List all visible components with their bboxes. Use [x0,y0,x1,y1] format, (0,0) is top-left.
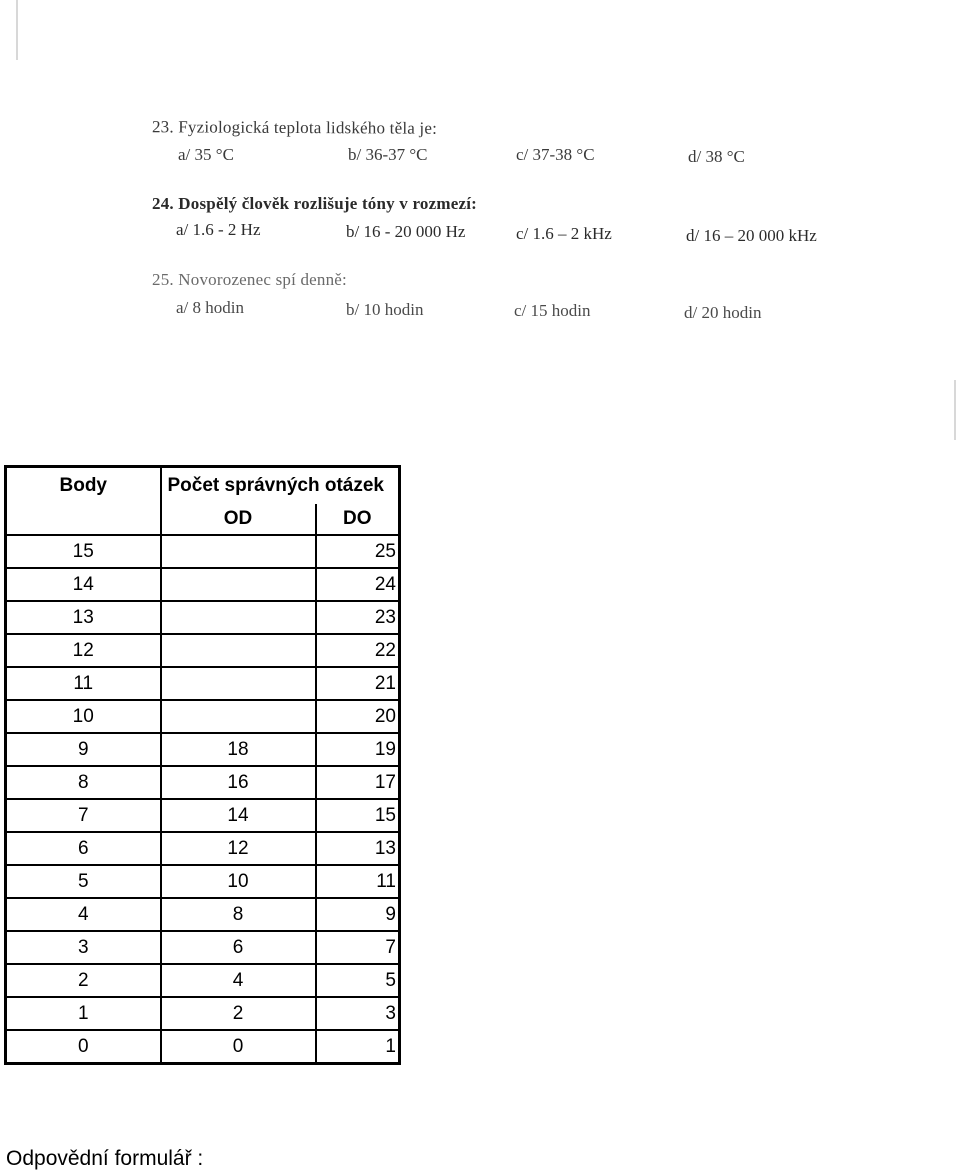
cell-points: 0 [6,1030,161,1064]
cell-to: 3 [316,997,400,1030]
option-d: d/ 16 – 20 000 kHz [686,226,817,245]
question-title: 25. Novorozenec spí denně: [152,270,347,289]
option-d: d/ 20 hodin [684,303,762,322]
cell-to: 11 [316,865,400,898]
header-from: OD [161,504,316,535]
cell-points: 1 [6,997,161,1030]
cell-from [161,568,316,601]
cell-from [161,700,316,733]
cell-from [161,667,316,700]
cell-points: 5 [6,865,161,898]
table-row [6,964,400,997]
table-row [6,931,400,964]
cell-to: 22 [316,634,400,667]
cell-points: 2 [6,964,161,997]
cell-from: 6 [161,931,316,964]
cell-from: 18 [161,733,316,766]
header-body: Body [6,467,161,505]
cell-to: 13 [316,832,400,865]
table-row [6,634,400,667]
answer-form-caption: Odpovědní formulář : [6,1147,204,1170]
option-c: c/ 1.6 – 2 kHz [516,224,612,243]
cell-from [161,634,316,667]
cell-points: 15 [6,535,161,568]
cell-from: 10 [161,865,316,898]
cell-points: 7 [6,799,161,832]
table-row [6,700,400,733]
table-row [6,865,400,898]
table-row [6,601,400,634]
cell-points: 6 [6,832,161,865]
table-row [6,997,400,1030]
cell-to: 19 [316,733,400,766]
scan-edge-left [16,0,18,60]
option-a: a/ 8 hodin [176,298,244,317]
table-header-row [6,467,400,505]
table-row [6,535,400,568]
scan-edge-right [954,380,956,440]
table-row [6,733,400,766]
table-row [6,766,400,799]
cell-to: 17 [316,766,400,799]
cell-from: 14 [161,799,316,832]
cell-to: 9 [316,898,400,931]
question-title: 24. Dospělý člověk rozlišuje tóny v rozmezí: [152,194,477,213]
header-to: DO [316,504,400,535]
option-d: d/ 38 °C [688,147,745,166]
cell-to: 20 [316,700,400,733]
cell-to: 24 [316,568,400,601]
option-c: c/ 37-38 °C [516,145,595,164]
question-title: 23. Fyziologická teplota lidského těla je: [151,117,438,138]
scanned-questions [0,0,960,440]
cell-points: 4 [6,898,161,931]
cell-from: 12 [161,832,316,865]
cell-to: 25 [316,535,400,568]
cell-points: 3 [6,931,161,964]
table-subheader-row [6,504,400,535]
cell-points: 11 [6,667,161,700]
option-a: a/ 35 °C [178,145,234,164]
cell-to: 15 [316,799,400,832]
option-a: a/ 1.6 - 2 Hz [176,220,261,239]
header-blank-cell [6,504,161,535]
cell-points: 10 [6,700,161,733]
cell-from: 8 [161,898,316,931]
table-row [6,799,400,832]
cell-from [161,535,316,568]
cell-to: 23 [316,601,400,634]
header-correct-count: Počet správných otázek [161,467,400,505]
cell-points: 13 [6,601,161,634]
table-row [6,1030,400,1064]
score-table [4,465,401,1065]
option-c: c/ 15 hodin [514,301,591,320]
cell-from: 4 [161,964,316,997]
cell-to: 7 [316,931,400,964]
option-b: b/ 10 hodin [346,300,424,319]
cell-points: 8 [6,766,161,799]
cell-points: 9 [6,733,161,766]
cell-to: 5 [316,964,400,997]
option-b: b/ 36-37 °C [348,145,428,164]
table-row [6,832,400,865]
cell-from: 16 [161,766,316,799]
cell-points: 12 [6,634,161,667]
table-row [6,667,400,700]
table-row [6,898,400,931]
cell-from: 0 [161,1030,316,1064]
cell-points: 14 [6,568,161,601]
cell-to: 1 [316,1030,400,1064]
cell-from [161,601,316,634]
table-row [6,568,400,601]
cell-from: 2 [161,997,316,1030]
option-b: b/ 16 - 20 000 Hz [346,222,466,241]
score-table-body [6,535,400,1064]
cell-to: 21 [316,667,400,700]
